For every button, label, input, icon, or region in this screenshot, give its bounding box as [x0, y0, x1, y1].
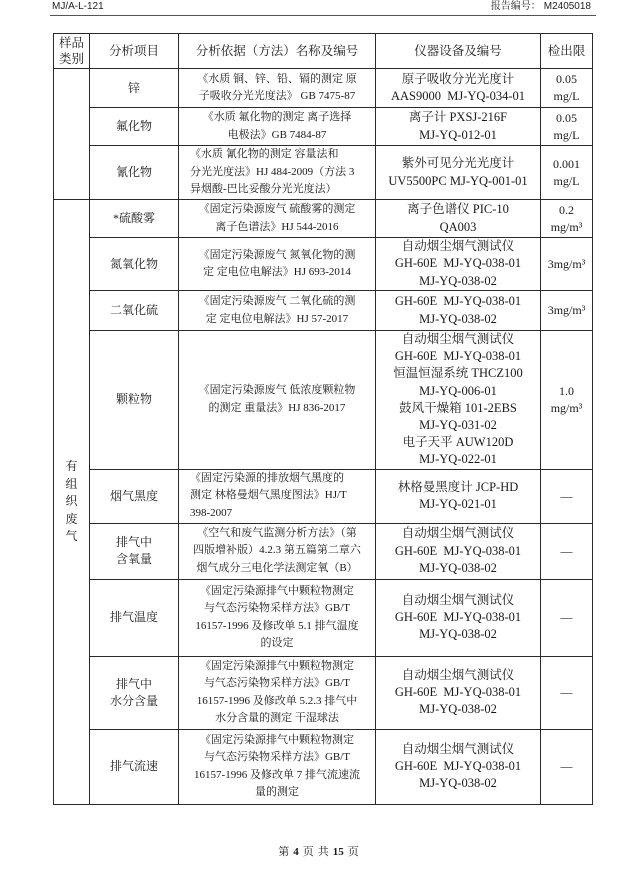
instrument-cell	[376, 469, 541, 523]
instrument-line: 自动烟尘烟气测试仪	[401, 741, 515, 756]
method-line: 分光光度法》HJ 484-2009（方法 3	[190, 165, 355, 178]
instrument-line: MJ-YQ-038-02	[419, 560, 497, 575]
analysis-item-cell	[90, 656, 179, 729]
method-line: 离子色谱法》HJ 544-2016	[215, 220, 339, 233]
instrument-line: MJ-YQ-006-01	[419, 383, 497, 398]
analysis-item-cell	[90, 108, 179, 146]
analysis-item: 烟气黑度	[109, 488, 158, 503]
instrument-cell	[376, 331, 541, 470]
instrument-line: 电子天平 AUW120D	[402, 435, 514, 450]
detection-limit: 0.001	[553, 156, 580, 171]
detection-limit: 0.05	[556, 72, 577, 86]
detection-limit: 0.05	[556, 110, 577, 125]
instrument-cell	[376, 146, 541, 200]
method-line: 《固定污染源排气中颗粒物测定	[200, 733, 354, 746]
instrument-line: GH-60E MJ-YQ-038-01	[394, 294, 522, 309]
instrument-line: 自动烟尘烟气测试仪	[401, 332, 515, 346]
method-line: 《固定污染源排气中颗粒物测定	[200, 659, 354, 672]
method-line: 与气态污染物采样方法》GB/T	[203, 751, 351, 764]
instrument-cell	[376, 523, 541, 579]
instrument-cell	[376, 69, 541, 108]
instrument-line: 离子色谱仪 PIC-10	[407, 202, 509, 217]
method-cell	[179, 729, 376, 804]
instrument-line: 自动烟尘烟气测试仪	[401, 592, 515, 607]
method-line: 电极法》GB 7484-87	[227, 128, 327, 141]
current-page: 4	[293, 846, 299, 858]
method-line: 《空气和废气监测分析方法》（第	[197, 527, 357, 540]
instrument-line: 林格曼黑度计 JCP-HD	[397, 479, 519, 494]
total-unit: 页	[347, 846, 359, 858]
detection-limit-cell	[541, 729, 593, 804]
detection-limit: —	[560, 543, 573, 558]
instrument-line: MJ-YQ-012-01	[419, 127, 497, 142]
detection-limit-cell	[541, 291, 593, 331]
instrument-line: GH-60E MJ-YQ-038-01	[394, 256, 522, 271]
detection-limit: 3mg/m³	[547, 303, 586, 317]
method-line: 16157-1996 及修改单 5.1 排气温度	[195, 619, 359, 632]
detection-limit-unit: mg/m³	[550, 219, 583, 234]
analysis-method-table	[53, 33, 593, 805]
analysis-item: 二氧化硫	[109, 303, 158, 317]
method-cell	[179, 291, 376, 331]
method-line: 16157-1996 及修改单 5.2.3 排气中	[196, 694, 358, 707]
report-number-label: 报告编号：	[490, 1, 541, 12]
analysis-item: 排气中	[115, 535, 152, 550]
table-row	[54, 200, 593, 238]
method-line: 异烟酸-巴比妥酸分光光度法）	[190, 183, 337, 196]
analysis-item-cell	[90, 238, 179, 291]
instrument-line: 原子吸收分光光度计	[401, 71, 515, 86]
instrument-line: MJ-YQ-031-02	[419, 418, 497, 433]
method-cell	[179, 238, 376, 291]
detection-limit-cell	[541, 469, 593, 523]
method-cell	[179, 69, 376, 108]
instrument-line: GH-60E MJ-YQ-038-01	[394, 685, 522, 700]
instrument-line: GH-60E MJ-YQ-038-01	[394, 610, 522, 625]
method-cell	[179, 200, 376, 238]
method-line: 《固定污染源废气 硫酸雾的测定	[198, 203, 356, 216]
detection-limit-cell	[541, 523, 593, 579]
method-line: 水分含量的测定 干湿球法	[215, 712, 339, 725]
method-line: 量的测定	[255, 786, 299, 799]
category-cell	[54, 200, 90, 805]
analysis-item-cell	[90, 146, 179, 200]
method-line: 《水质 氟化物的测定 离子选择	[202, 111, 352, 124]
method-line: 的设定	[260, 637, 294, 650]
detection-limit-cell	[541, 146, 593, 200]
instrument-line: MJ-YQ-038-02	[419, 627, 497, 642]
detection-limit-cell	[541, 656, 593, 729]
method-line: 《固定污染源废气 低浓度颗粒物	[198, 384, 356, 397]
instrument-line: 自动烟尘烟气测试仪	[401, 667, 515, 682]
analysis-item-cell	[90, 729, 179, 804]
total-prefix: 共	[317, 846, 329, 858]
instrument-line: QA003	[439, 219, 477, 234]
table-row	[54, 729, 593, 804]
method-cell	[179, 656, 376, 729]
page-number	[0, 845, 637, 859]
analysis-item: 颗粒物	[115, 392, 152, 407]
instrument-line: MJ-YQ-038-02	[419, 311, 497, 326]
total-pages: 15	[332, 846, 344, 858]
analysis-item: 氟化物	[115, 119, 152, 133]
method-line: 《水质 氰化物的测定 容量法和	[190, 148, 339, 161]
table-row	[54, 69, 593, 108]
sample-category: 有组织废气	[65, 459, 78, 544]
instrument-line: 自动烟尘烟气测试仪	[401, 239, 515, 254]
analysis-item: 氰化物	[115, 165, 152, 179]
column-header-category-line: 样品	[58, 36, 84, 50]
detection-limit-unit: mg/L	[553, 127, 580, 142]
analysis-item: 水分含量	[109, 693, 158, 708]
detection-limit: —	[560, 685, 573, 700]
report-number-value: M2405018	[543, 1, 591, 12]
method-line: 子吸收分光光度法》 GB 7475-87	[198, 90, 356, 102]
instrument-line: UV5500PC MJ-YQ-001-01	[388, 173, 528, 188]
detection-limit-cell	[541, 579, 593, 656]
detection-limit-cell	[541, 200, 593, 238]
document-code: MJ/A-L-121	[52, 1, 104, 12]
table-row	[54, 108, 593, 146]
table-header-row	[54, 34, 593, 69]
analysis-item: 排气流速	[109, 759, 158, 774]
instrument-cell	[376, 200, 541, 238]
report-number	[491, 1, 591, 13]
instrument-cell	[376, 291, 541, 331]
table-row	[54, 291, 593, 331]
instrument-line: 紫外可见分光光度计	[401, 156, 515, 171]
method-cell	[179, 523, 376, 579]
method-line: 定 定电位电解法》HJ 693-2014	[203, 266, 351, 278]
instrument-line: GH-60E MJ-YQ-038-01	[394, 543, 522, 558]
instrument-line: GH-60E MJ-YQ-038-01	[394, 759, 522, 774]
analysis-item-cell	[90, 579, 179, 656]
column-header-limit: 检出限	[541, 34, 593, 69]
detection-limit-cell	[541, 331, 593, 470]
instrument-cell	[376, 656, 541, 729]
method-line: 《固定污染源排气中颗粒物测定	[200, 584, 354, 597]
detection-limit: —	[560, 610, 573, 625]
instrument-line: MJ-YQ-038-02	[419, 776, 497, 791]
table-row	[54, 238, 593, 291]
analysis-item-cell	[90, 523, 179, 579]
method-cell	[179, 579, 376, 656]
table-row	[54, 523, 593, 579]
column-header-item: 分析项目	[90, 34, 179, 69]
detection-limit-unit: mg/m³	[550, 400, 583, 415]
analysis-item: 含氧量	[115, 552, 152, 567]
detection-limit: 3mg/m³	[547, 256, 586, 271]
instrument-cell	[376, 729, 541, 804]
instrument-line: AAS9000 MJ-YQ-034-01	[390, 89, 526, 103]
table-row	[54, 146, 593, 200]
detection-limit: 1.0	[559, 383, 574, 398]
instrument-line: 离子计 PXSJ-216F	[408, 110, 508, 125]
method-line: 398-2007	[190, 506, 233, 519]
instrument-line: MJ-YQ-038-02	[419, 273, 497, 288]
table-row	[54, 579, 593, 656]
method-line: 测定 林格曼烟气黑度图法》HJ/T	[190, 489, 347, 502]
table-row	[54, 331, 593, 470]
analysis-item: 排气温度	[109, 610, 158, 625]
analysis-item-cell	[90, 200, 179, 238]
analysis-item-cell	[90, 469, 179, 523]
instrument-cell	[376, 579, 541, 656]
detection-limit-cell	[541, 108, 593, 146]
instrument-line: GH-60E MJ-YQ-038-01	[394, 349, 522, 364]
analysis-item: *硫酸雾	[112, 211, 155, 225]
analysis-item-cell	[90, 291, 179, 331]
method-line: 《固定污染源废气 氮氧化物的测	[198, 248, 356, 261]
detection-limit-unit: mg/L	[553, 173, 580, 188]
detection-limit-cell	[541, 69, 593, 108]
method-line: 烟气成分三电化学法测定氧（B）	[196, 561, 358, 574]
analysis-item-cell	[90, 69, 179, 108]
category-cell	[54, 69, 90, 200]
instrument-line: 鼓风干燥箱 101-2EBS	[399, 400, 517, 415]
method-line: 16157-1996 及修改单 7 排气流速流	[194, 768, 360, 781]
analysis-item: 氮氧化物	[109, 256, 158, 271]
column-header-instrument: 仪器设备及编号	[376, 34, 541, 69]
header-divider	[50, 15, 596, 16]
analysis-item: 锌	[127, 80, 140, 95]
table-row	[54, 656, 593, 729]
method-line: 与气态污染物采样方法》GB/T	[203, 602, 351, 615]
method-cell	[179, 108, 376, 146]
instrument-cell	[376, 238, 541, 291]
table-row	[54, 469, 593, 523]
instrument-line: MJ-YQ-021-01	[419, 497, 497, 512]
method-line: 四版增补版）4.2.3 第五篇第二章六	[193, 544, 361, 557]
column-header-category-line: 类别	[58, 52, 84, 66]
detection-limit-unit: mg/L	[553, 89, 580, 103]
page-prefix: 第	[278, 846, 290, 858]
column-header-method: 分析依据（方法）名称及编号	[179, 34, 376, 69]
instrument-cell	[376, 108, 541, 146]
method-line: 《固定污染源废气 二氧化硫的测	[198, 295, 356, 308]
detection-limit: —	[560, 759, 573, 774]
method-cell	[179, 331, 376, 470]
method-cell	[179, 469, 376, 523]
method-line: 的测定 重量法》HJ 836-2017	[208, 401, 346, 414]
method-cell	[179, 146, 376, 200]
detection-limit: —	[560, 488, 573, 503]
method-line: 《固定污染源的排放烟气黑度的	[190, 472, 344, 485]
analysis-item-cell	[90, 331, 179, 470]
column-header-category	[54, 34, 90, 69]
method-line: 定 定电位电解法》HJ 57-2017	[205, 312, 349, 325]
instrument-line: MJ-YQ-022-01	[419, 452, 497, 467]
page-unit: 页	[302, 846, 314, 858]
detection-limit-cell	[541, 238, 593, 291]
method-line: 《水质 铜、锌、铅、镉的测定 原	[197, 72, 357, 85]
instrument-line: 恒温恒湿系统 THCZ100	[393, 366, 523, 381]
instrument-line: MJ-YQ-038-02	[419, 702, 497, 717]
instrument-line: 自动烟尘烟气测试仪	[401, 526, 515, 541]
analysis-item: 排气中	[115, 676, 152, 691]
method-line: 与气态污染物采样方法》GB/T	[203, 677, 351, 690]
detection-limit: 0.2	[559, 202, 574, 217]
